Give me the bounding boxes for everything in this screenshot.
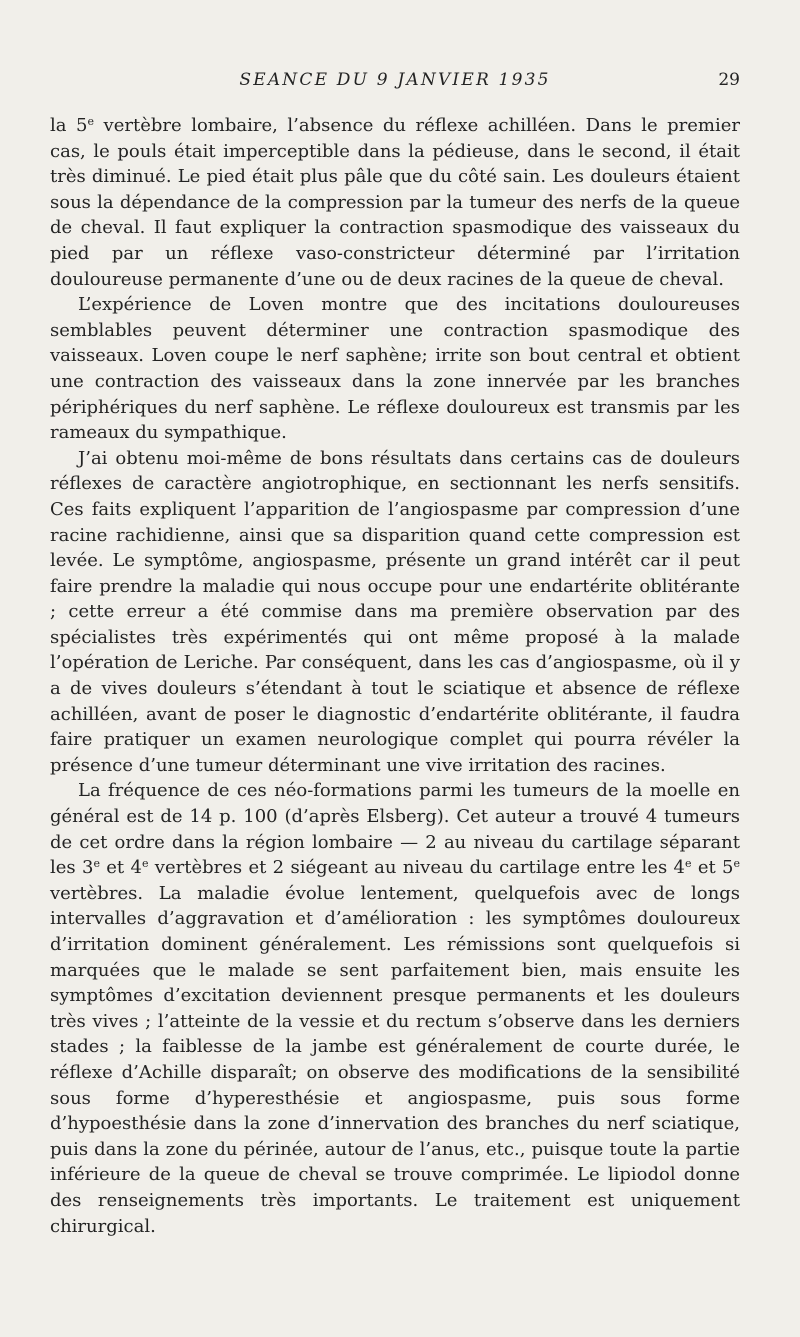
superscript: e xyxy=(87,115,95,128)
text-run: J’ai obtenu moi-même de bons résultats dans certains cas de douleurs réflexes de caractère angiotrophique, en sectionnant les nerfs sensitifs. Ces faits expliquent l’apparition de l’angiospasme par compression d’une racine rachidienne, ainsi que sa disparition quand cette compression est levée. Le symptôme, angiospasme, présente un grand intérêt car il peut faire prendre la maladie qui nous occupe pour une endartérite oblitérante ; cette erreur a été commise dans ma première observation par des spécialistes très expérimentés qui ont même proposé à la malade l’opération de Leriche. Par conséquent, dans les cas d’angiospasme, où il y a de vives douleurs s’étendant à tout le sciatique et absence de réflexe achilléen, avant de poser le diagnostic d’endartérite oblitérante, il faudra faire pratiquer un examen neurologique complet qui pourra révéler la présence d’une tumeur déterminant une vive irritation des racines. xyxy=(50,447,740,776)
superscript: e xyxy=(733,857,741,871)
body-text xyxy=(50,113,740,1239)
text-run: vertèbres et 2 siégeant au niveau du cartilage entre les 4 xyxy=(148,857,685,879)
text-run: L’expérience de Loven montre que des incitations douloureuses semblables peuvent déterminer une contraction spasmodique des vaisseaux. Loven coupe le nerf saphène; irrite son bout central et obtient une contraction des vaisseaux dans la zone innervée par les branches périphériques du nerf saphène. Le réflexe douloureux est transmis par les rameaux du sympathique. xyxy=(50,294,740,444)
text-run: vertèbres. La maladie évolue lentement, quelquefois avec de longs intervalles d’aggravation et d’amélioration : les symptômes douloureux d’irritation dominent généralement. Les rémissions sont quelquefois si marquées que le malade se sent parfaitement bien, mais ensuite les symptômes d’excitation deviennent presque permanents et les douleurs très vives ; l’atteinte de la vessie et du rectum s’observe dans les derniers stades ; la faiblesse de la jambe est généralement de courte durée, le réflexe d’Achille disparaît; on observe des modifications de la sensibilité sous forme d’hyperesthésie et angiospasme, puis sous forme d’hypoesthésie dans la zone d’innervation des branches du nerf sciatique, puis dans la zone du périnée, autour de l’anus, etc., puisque toute la partie inférieure de la queue de cheval se trouve comprimée. Le lipiodol donne des renseignements très importants. Le traitement est uniquement chirurgical. xyxy=(50,882,740,1237)
text-run: et 4 xyxy=(99,857,142,879)
superscript: e xyxy=(684,857,692,871)
text-run: vertèbre lombaire, l’absence du réflexe achilléen. Dans le premier cas, le pouls était imperceptible dans la pédieuse, dans le second, il était très diminué. Le pied était plus pâle que du côté sain. Les douleurs étaient sous la dépendance de la compression par la tumeur des nerfs de la queue de cheval. Il faut expliquer la contraction spasmodique des vaisseaux du pied par un réflexe vaso-constricteur déterminé par l’irritation douloureuse permanente d’une ou de deux racines de la queue de cheval. xyxy=(50,115,741,290)
paragraph xyxy=(50,446,740,779)
running-head: SEANCE DU 9 JANVIER 1935 xyxy=(239,70,551,90)
text-run: la 5 xyxy=(50,115,88,136)
superscript: e xyxy=(141,857,149,871)
superscript: e xyxy=(93,857,100,871)
paragraph xyxy=(50,113,740,292)
page-number: 29 xyxy=(718,70,740,90)
page-header xyxy=(50,70,740,96)
text-run: et 5 xyxy=(691,857,734,879)
paragraph xyxy=(50,292,740,446)
paragraph xyxy=(50,778,740,1239)
text-run: La fréquence de ces néo-formations parmi les tumeurs de la moelle en général est de 14 p. 100 (d’après Elsberg). Cet auteur a trouvé 4 tumeurs de cet ordre dans la région lombaire — 2 au niveau du cartilage séparant les 3 xyxy=(50,780,740,879)
